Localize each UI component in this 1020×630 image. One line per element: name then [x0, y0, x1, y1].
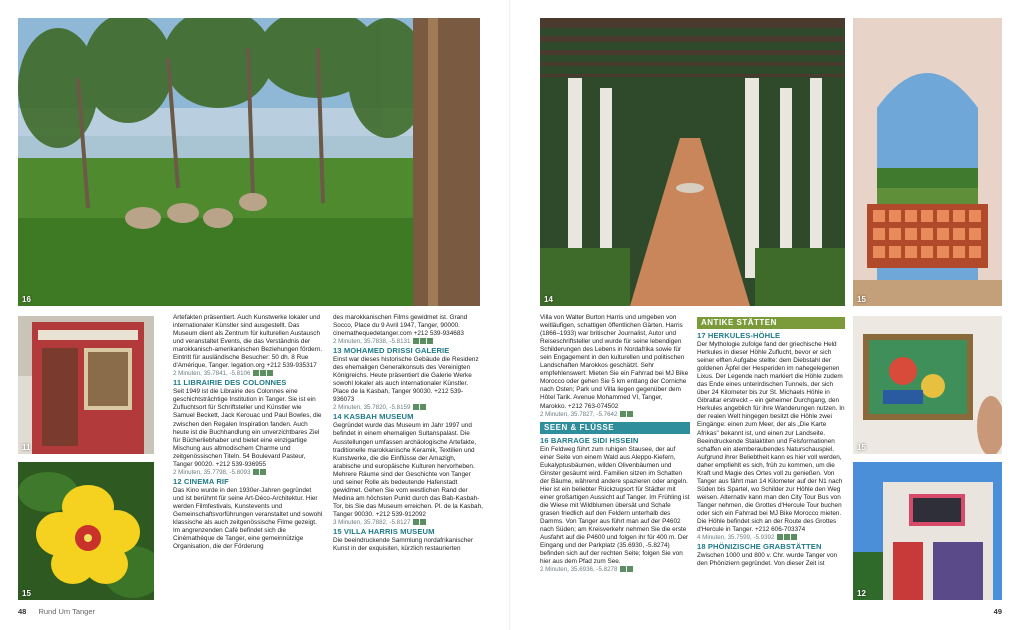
right-text-column-1: [540, 314, 690, 606]
entry-body: Seit 1949 ist die Librairie des Colonnes eine geschichtsträchtige Institution in Tanger. Sie ist ein Zufluchtsort für Schriftsteller und Künstler wie Samuel Beckett, Jack Kerouac und Paul Bowles, die zwischen den Regalen Inspiration fanden. Auch heute ist die Buchhandlung ein unverzichtbares Ziel für Bücherliebhaber und bietet eine einzigartige Mischung aus altmodischem Charme und zeitgenössischen Titeln. 54 Boulevard Pasteur, Tanger 90020. +212 539-936955: [173, 388, 322, 468]
entry-meta: 2 Minuten, 35.7841, -5.8106: [173, 370, 323, 378]
photo-number: 14: [544, 295, 553, 304]
entry-meta: 2 Minuten, 35.6936, -5.8278: [540, 566, 690, 574]
entry-meta: 3 Minuten, 35.7882, -5.8127: [333, 519, 483, 527]
wifi-icon: [620, 411, 626, 417]
page-number: 49: [993, 607, 1002, 616]
entry-title-phoenician: 18 PHÖNIZISCHE GRABSTÄTTEN: [697, 542, 822, 552]
entry-title-villa-harris: 15 VILLA HARRIS MUSEUM: [333, 526, 435, 536]
accessible-icon: [427, 338, 433, 344]
photo-sheep-reservoir: [18, 18, 480, 306]
wifi-icon: [777, 534, 783, 540]
photo-moorish-arch: [853, 18, 1002, 306]
entry-title-barrage: 16 BARRAGE SIDI HSSEIN: [540, 435, 639, 445]
photo-gallery-painting: [853, 316, 1002, 454]
running-title: Rund Um Tanger: [38, 607, 95, 616]
parking-icon: [420, 519, 426, 525]
photo-number: 16: [22, 295, 31, 304]
entry-meta: 2 Minuten, 35.7838, -5.8131: [333, 338, 483, 346]
entry-meta: 4 Minuten, 35.7599, -5.9392: [697, 534, 845, 542]
entry-body: Gegründet wurde das Museum im Jahr 1997 und befindet in einem ehemaligen Sultanspalast. Die Ausstellungen umfassen archäologische Artefakte, traditionelle marokkanische Keramik, Textilien und Kunstwerke, die die Einflüsse der Amazigh, arabische und europäische Kulturen hervorheben. Mehrere Räume sind der Geschichte von Tanger und seiner Rolle als bedeutende Hafenstadt gewidmet. Gehen Sie vom westlichen Rand der Medina am höchsten Punkt durch das Bab-Kasbah-Tor, bis Sie das Museum erreichen. Pl. de la Kasbah, Tanger 90030. +212 539-912092: [333, 422, 483, 518]
parking-icon: [260, 370, 266, 376]
wifi-icon: [413, 338, 419, 344]
entry-meta: 2 Minuten, 35.7798, -5.8093: [173, 469, 323, 477]
left-text-column-1: [173, 314, 323, 606]
page-number: 48: [18, 607, 27, 616]
wifi-icon: [253, 370, 259, 376]
section-header-lakes: SEEN & FLÜSSE: [540, 422, 690, 434]
photo-librairie-storefront: [18, 316, 154, 454]
wifi-icon: [413, 519, 419, 525]
entry-body: Ein Feldweg führt zum ruhigen Stausee, der auf einer Seite von einem Wald aus Aleppo-Kiefern, Eukalyptusbäumen, wilden Olivenbäumen und Ginster gesäumt wird. Familien sitzen im Schatten der Bäume, während andere spazieren oder angeln. Hier ist ein beliebter Rückzugsort für Städter mit einer großartigen Aussicht auf Tanger. Im Frühling ist die Wiese mit Wildblumen übersät und Schafe grasen friedlich auf den Feldern unterhalb des Damms. Von Tanger aus führt man auf der P4602 nach Süden; am Kreisverkehr nehmen Sie die erste Ausfahrt auf die P4600 und folgen ihr für 400 m. Der Eingang und der Parkplatz (35.6930, -5.8274) befinden sich auf der rechten Seite; folgen Sie von hier aus dem Pfad zum See.: [540, 445, 690, 566]
right-text-column-2: [697, 314, 845, 606]
photo-number: 15: [22, 589, 31, 598]
entry-meta: 2 Minuten, 35.7820, -5.8159: [333, 404, 483, 412]
accessible-icon: [267, 370, 273, 376]
parking-icon: [784, 534, 790, 540]
entry-title-herkules: 17 HERKULES-HÖHLE: [697, 331, 781, 340]
page-gutter: [509, 0, 511, 630]
parking-icon: [627, 411, 633, 417]
entry-body: Die beeindruckende Sammlung nordafrikanischer Kunst in der exquisiten, kürzlich restaurierten: [333, 536, 473, 553]
entry-body: des marokkanischen Films gewidmet ist. Grand Socco, Place du 9 Avril 1947, Tanger, 90000. cinemathequedetanger.com +212 539-934683: [333, 314, 468, 338]
photo-number: 11: [22, 443, 31, 452]
entry-meta: 2 Minuten, 35.7827, -5.7642: [540, 411, 690, 419]
photo-hibiscus-flower: [18, 462, 154, 600]
photo-number: 12: [857, 589, 866, 598]
parking-icon: [420, 338, 426, 344]
entry-body: Einst war dieses historische Gebäude die Residenz des ehemaligen Generalkonsuls des Vereinigten Königreichs. Heute präsentiert die Galerie Werke sowohl lokaler als auch internationaler Künstler. Place de la Kasbah, Tanger 90030. +212 539-936073: [333, 356, 479, 404]
entry-body: Das Kino wurde in den 1930er-Jahren gegründet und ist berühmt für seine Art-Déco-Architektur. Hier werden Filmfestivals, Kunstevents und Gemeinschaftsvorführungen veranstaltet und sowohl klassische als auch zeitgenössische Filme gezeigt. Im angrenzenden Café befindet sich die Cinémathèque de Tanger, eine gemeinnützige Organisation, die der Förderung: [173, 486, 323, 551]
entry-body: Zwischen 1000 und 800 v. Chr. wurde Tanger von den Phöniziern gegründet. Von dieser Zeit ist: [697, 552, 838, 568]
wifi-icon: [253, 469, 259, 475]
hiking-icon: [627, 566, 633, 572]
photo-pergola-garden: [540, 18, 845, 306]
photo-cinema-facade: [853, 462, 1002, 600]
entry-title-librairie: 11 LIBRAIRIE DES COLONNES: [173, 378, 287, 388]
photo-number: 15: [857, 295, 866, 304]
entry-title-cinema-rif: 12 CINEMA RIF: [173, 476, 229, 486]
accessible-icon: [791, 534, 797, 540]
entry-title-kasbah-museum: 14 KASBAH MUSEUM: [333, 412, 414, 422]
photo-number: 15: [857, 443, 866, 452]
parking-icon: [260, 469, 266, 475]
entry-body: Der Mythologie zufolge fand der griechische Held Herkules in dieser Höhle Zuflucht, bevor er sich seiner elften Aufgabe stellte: dem Diebstahl der goldenen Äpfel der Hesperiden im nahegelegenen Lixus. Der Legende nach markiert die Höhle zudem das Ende eines unterirdischen Tunnels, der sich über 24 Kilometer bis zur St. Michaels Höhle in Gibraltar erstreckt – ein geheimer Durchgang, den Herkules angeblich für ihre Wanderungen nutzen. In der realen Welt hingegen besitzt die Höhle zwei Eingänge: einen zum Meer, der als „Die Karte Afrikas" bekannt ist, und einen zur Landseite. Beeindruckende Stalaktiten und Felsformationen schaffen ein atemberaubendes Naturschauspiel. Aufgrund ihrer Beliebtheit kann es hier voll werden, daher empfiehlt es sich, früh zu kommen, um die Kraft und Magie des Ortes voll zu genießen. Von Tanger aus fährt man 14 Kilometer auf der N1 nach Süden bis Spartel, wo Schilder zur Höhle den Weg weisen. Alternativ kann man den City Tour Bus von Tanger nehmen, die Grottes d'Hercule Tour buchen oder sich ein Fahrrad bei MJ Bike Morocco mieten. Die Höhle befindet sich an der Route des Grottes d'Hercule in Tanger. +212 606-703374: [697, 341, 845, 534]
parking-icon: [420, 404, 426, 410]
entry-body: Villa von Walter Burton Harris und umgeben von weitläufigen, schattigen öffentlichen Gärten. Harris (1866–1933) war britischer Journalist, Autor und Reiseschriftsteller und wurde für seine lebendigen Schilderungen des Lebens in Nordafrika sowie für sein Engagement in den kulturellen und politischen Landschaften Marokkos geschätzt. Sehr empfehlenswert: Mieten Sie ein Fahrrad bei MJ Bike Morocco oder gehen Sie 5 km entlang der Corniche nach Osten; Park und Villa liegen gegenüber dem Hôtel Tarik. Avenue Mohammed VI, Tanger, Marokko. +212 763-074502: [540, 314, 689, 410]
section-header-ancient-sites: ANTIKE STÄTTEN: [697, 317, 845, 329]
right-page-footer: [994, 607, 1002, 616]
entry-title-mohamed-drissi: 13 MOHAMED DRISSI GALERIE: [333, 346, 450, 356]
parking-icon: [620, 566, 626, 572]
left-text-column-2: [333, 314, 483, 606]
entry-body: Artefakten präsentiert. Auch Kunstwerke lokaler und internationaler Künstler sind ausgestellt. Das Museum dient als Zentrum für kulturellen Austausch und veranstaltet Events, die das Verständnis der marokkanisch-amerikanischen Beziehungen fördern. Eintritt für ausländische Besucher: 50 dh. 8 Rue d'Amérique, Tanger. legation.org +212 539-935317: [173, 314, 323, 370]
wifi-icon: [413, 404, 419, 410]
left-page-footer: [18, 607, 95, 616]
